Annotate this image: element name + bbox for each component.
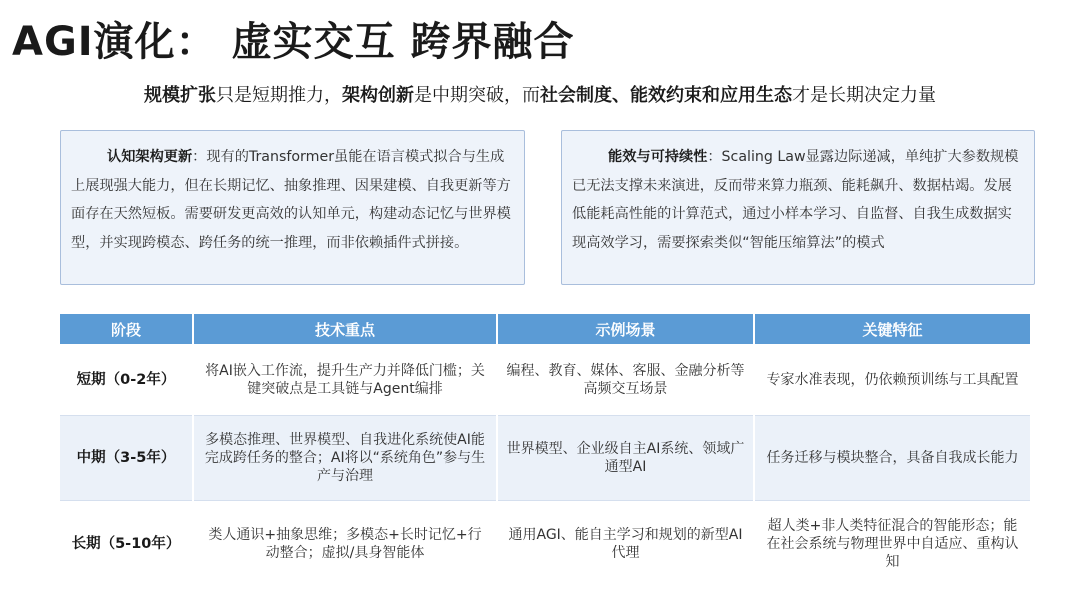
table-row [60,501,1030,588]
subtitle-bold-scale: 规模扩张 [144,85,216,106]
card-energy-efficiency [561,130,1035,285]
card-right-body: ：Scaling Law显露边际递减，单纯扩大参数规模已无法支撑未来演进，反而带来算力瓶颈、能耗飙升、数据枯竭。发展低能耗高性能的计算范式，通过小样本学习、自监督、自我生成数据实现高效学习，需要探索类似“智能压缩算法”的模式 [572,149,1019,251]
header-tech-focus: 技术重点 [193,314,497,344]
cell-stage: 短期（0-2年） [60,344,193,416]
cell-stage: 长期（5-10年） [60,501,193,588]
roadmap-table [60,314,1030,587]
subtitle-text-1: 只是短期推力， [216,85,342,106]
subtitle-text-3: 才是长期决定力量 [792,85,936,106]
subtitle-bold-arch: 架构创新 [342,85,414,106]
cell-stage: 中期（3-5年） [60,416,193,501]
card-left-body: ：现有的Transformer虽能在语言模式拟合与生成上展现强大能力，但在长期记忆、抽象推理、因果建模、自我更新等方面存在天然短板。需要研发更高效的认知单元，构建动态记忆与世界模型，并实现跨模态、跨任务的统一推理，而非依赖插件式拼接。 [71,149,511,251]
subtitle [0,82,1080,110]
cell-feature: 超人类+非人类特征混合的智能形态；能在社会系统与物理世界中自适应、重构认知 [754,501,1030,588]
cell-tech-focus: 类人通识+抽象思维；多模态+长时记忆+行动整合；虚拟/具身智能体 [193,501,497,588]
cell-example: 编程、教育、媒体、客服、金融分析等高频交互场景 [497,344,754,416]
cell-feature: 专家水准表现，仍依赖预训练与工具配置 [754,344,1030,416]
table-header-row [60,314,1030,344]
cell-tech-focus: 多模态推理、世界模型、自我进化系统使AI能完成跨任务的整合；AI将以“系统角色”参与生产与治理 [193,416,497,501]
cell-tech-focus: 将AI嵌入工作流，提升生产力并降低门槛；关键突破点是工具链与Agent编排 [193,344,497,416]
cell-feature: 任务迁移与模块整合，具备自我成长能力 [754,416,1030,501]
cell-example: 通用AGI、能自主学习和规划的新型AI代理 [497,501,754,588]
subtitle-text-2: 是中期突破，而 [414,85,540,106]
table-row [60,344,1030,416]
card-cognitive-architecture [60,130,525,285]
subtitle-bold-society: 社会制度、能效约束和应用生态 [540,85,792,106]
page-title: AGI演化： 虚实交互 跨界融合 [12,19,575,65]
header-key-features: 关键特征 [754,314,1030,344]
card-right-lead: 能效与可持续性 [608,149,708,165]
cell-example: 世界模型、企业级自主AI系统、领域广通型AI [497,416,754,501]
table-row [60,416,1030,501]
card-left-lead: 认知架构更新 [107,149,193,165]
header-example-scenarios: 示例场景 [497,314,754,344]
header-stage: 阶段 [60,314,193,344]
